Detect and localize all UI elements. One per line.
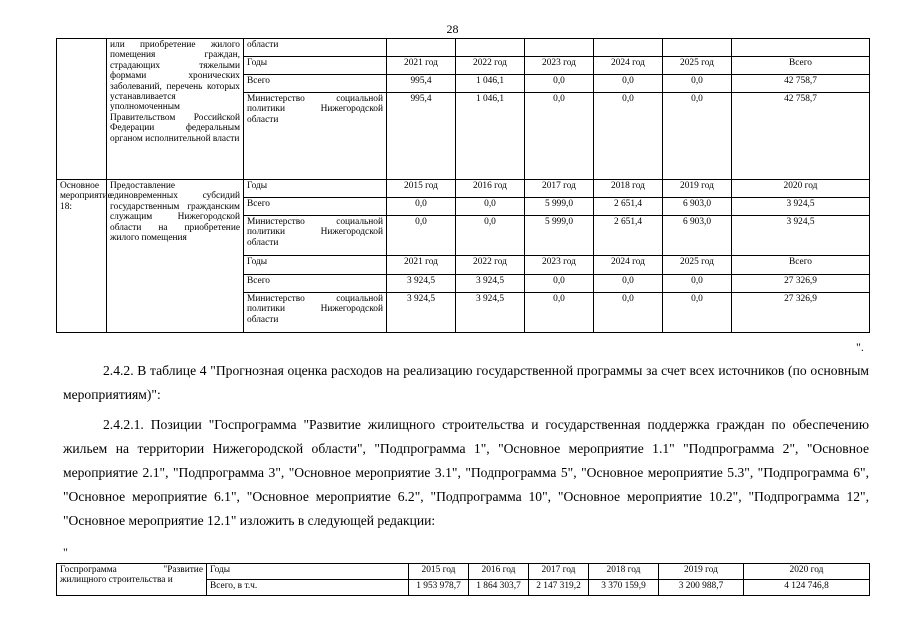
year-header: 2023 год [525, 57, 594, 75]
value-cell: 3 924,5 [387, 275, 456, 293]
year-header: 2019 год [663, 180, 732, 198]
value-cell: 0,0 [525, 75, 594, 93]
value-cell: 3 924,5 [732, 198, 870, 216]
value-cell: 3 924,5 [456, 275, 525, 293]
value-cell: 27 326,9 [732, 293, 870, 333]
measure-description: или приобретение жилого помещения граждан, страдающих тяжелыми формами хронических заболеваний, перечень которых устанавливается уполномоченным Правительством Российской Федерации федеральным органом исполнительной власти [107, 39, 244, 180]
value-cell: 6 903,0 [663, 216, 732, 256]
value-cell: 0,0 [387, 198, 456, 216]
program-name: Госпрограмма "Развитие жилищного строительства и [57, 564, 207, 596]
year-header: Всего [732, 256, 870, 275]
page-number: 28 [446, 22, 459, 36]
value-cell: 0,0 [594, 75, 663, 93]
row-label: Министерство социальной политики Нижегородской области [244, 216, 387, 256]
value-cell: 995,4 [387, 75, 456, 93]
value-cell: 0,0 [663, 275, 732, 293]
value-cell: 5 999,0 [525, 216, 594, 256]
row-label: Министерство социальной политики Нижегородской области [244, 293, 387, 333]
value-cell: 3 370 159,9 [589, 580, 659, 596]
value-cell: 0,0 [594, 275, 663, 293]
year-header: 2022 год [456, 256, 525, 275]
row-label: Всего [244, 275, 387, 293]
year-header: 2015 год [387, 180, 456, 198]
value-cell: 0,0 [387, 216, 456, 256]
value-cell: 0,0 [663, 93, 732, 180]
value-cell: 0,0 [663, 75, 732, 93]
measure-code: Основное мероприятие 18: [57, 180, 107, 333]
paragraph-text: 2.4.2. В таблице 4 "Прогнозная оценка расходов на реализацию государственной программы за счет всех источников (по основным мероприятиям)": [63, 363, 869, 402]
value-cell: 42 758,7 [732, 93, 870, 180]
year-header: 2021 год [387, 256, 456, 275]
value-cell: 0,0 [594, 93, 663, 180]
forecast-table [56, 563, 870, 596]
row-label: Министерство социальной политики Нижегородской области [244, 93, 387, 180]
year-header: 2015 год [409, 564, 469, 580]
value-cell: 2 147 319,2 [529, 580, 589, 596]
year-header: 2021 год [387, 57, 456, 75]
value-cell: 2 651,4 [594, 198, 663, 216]
value-cell: 3 924,5 [732, 216, 870, 256]
years-label: Годы [207, 564, 409, 580]
year-header: 2023 год [525, 256, 594, 275]
year-header: 2024 год [594, 256, 663, 275]
year-header: 2024 год [594, 57, 663, 75]
financing-table [56, 38, 870, 333]
value-cell: 0,0 [525, 275, 594, 293]
value-cell: 3 200 988,7 [659, 580, 744, 596]
paragraph-2-4-2 [63, 359, 869, 407]
value-cell: 995,4 [387, 93, 456, 180]
year-header: 2020 год [744, 564, 870, 580]
value-cell: 0,0 [456, 198, 525, 216]
year-header: 2017 год [529, 564, 589, 580]
executor-continuation: области [244, 39, 387, 57]
value-cell: 6 903,0 [663, 198, 732, 216]
value-cell: 3 924,5 [387, 293, 456, 333]
value-cell: 1 046,1 [456, 93, 525, 180]
value-cell: 42 758,7 [732, 75, 870, 93]
value-cell: 1 046,1 [456, 75, 525, 93]
year-header: 2019 год [659, 564, 744, 580]
value-cell: 1 953 978,7 [409, 580, 469, 596]
years-label: Годы [244, 57, 387, 75]
year-header: 2017 год [525, 180, 594, 198]
years-label: Годы [244, 180, 387, 198]
paragraph-2-4-2-1 [63, 413, 869, 533]
year-header: 2020 год [732, 180, 870, 198]
years-label: Годы [244, 256, 387, 275]
value-cell: 5 999,0 [525, 198, 594, 216]
value-cell: 3 924,5 [456, 293, 525, 333]
year-header: 2025 год [663, 57, 732, 75]
measure-description: Предоставление единовременных субсидий государственным гражданским служащим Нижегородской области на приобретение жилого помещения [107, 180, 244, 333]
value-cell: 0,0 [525, 293, 594, 333]
row-label: Всего, в т.ч. [207, 580, 409, 596]
value-cell: 0,0 [594, 293, 663, 333]
opening-quote: " [63, 545, 68, 559]
year-header: 2016 год [469, 564, 529, 580]
value-cell: 27 326,9 [732, 275, 870, 293]
value-cell: 2 651,4 [594, 216, 663, 256]
value-cell: 0,0 [663, 293, 732, 333]
value-cell: 4 124 746,8 [744, 580, 870, 596]
year-header: 2018 год [589, 564, 659, 580]
empty-code-cell [57, 39, 107, 180]
value-cell: 0,0 [456, 216, 525, 256]
year-header: Всего [732, 57, 870, 75]
row-label: Всего [244, 198, 387, 216]
year-header: 2025 год [663, 256, 732, 275]
paragraph-text: 2.4.2.1. Позиции "Госпрограмма "Развитие жилищного строительства и государственная поддержка граждан по обеспечению жильем на территории Нижегородской области", "Подпрограмма 1", "Основное мероприятие 1.1" "Подпрограмма 2", "Основное мероприятие 2.1", "Подпрограмма 3", "Основное мероприятие 3.1", "Подпрограмма 5", "Основное мероприятие 5.3", "Подпрограмма 6", "Основное мероприятие 6.1", "Основное мероприятие 6.2", "Подпрограмма 10", "Основное мероприятие 10.2", "Подпрограмма 12", "Основное мероприятие 12.1" изложить в следующей редакции: [63, 417, 869, 528]
year-header: 2016 год [456, 180, 525, 198]
value-cell: 1 864 303,7 [469, 580, 529, 596]
year-header: 2022 год [456, 57, 525, 75]
row-label: Всего [244, 75, 387, 93]
value-cell: 0,0 [525, 93, 594, 180]
closing-quote: ". [856, 340, 864, 354]
year-header: 2018 год [594, 180, 663, 198]
